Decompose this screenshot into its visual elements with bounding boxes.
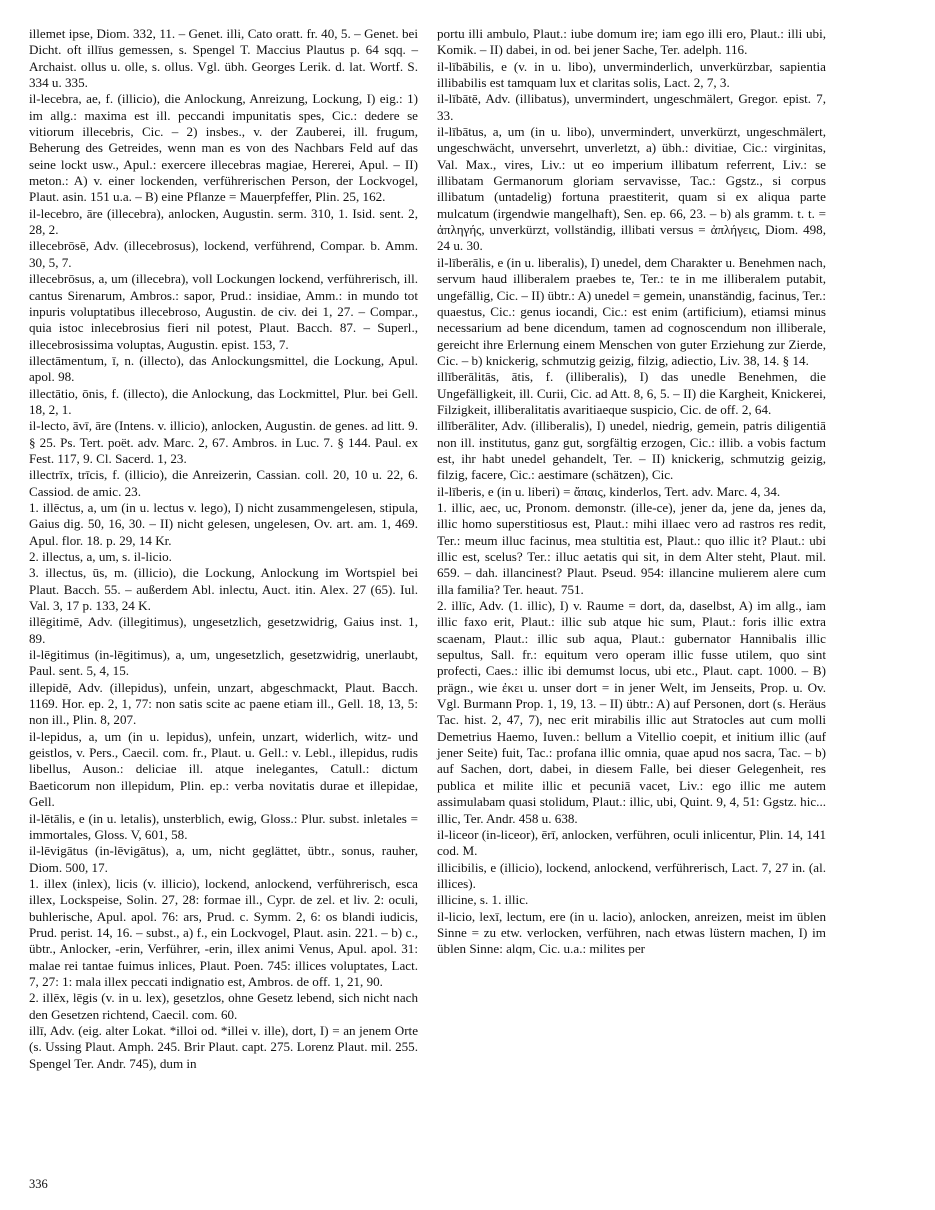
dictionary-entry: il-lībātē, Adv. (illibatus), unvermindert, ungeschmälert, Gregor. epist. 7, 33. xyxy=(437,91,826,123)
dictionary-entry: il-lepidus, a, um (in u. lepidus), unfein, unzart, widerlich, witz- und geistlos, v. Pers., Caecil. com. fr., Plaut. u. Gell.: v. Lebl., illepidus, rudis libellus, Auson.: deliciae ill. atque inelegantes, Catull.: dictum Baeticorum non illepidum, Plin. ep.: verba novitatis durae et illepidae, Gell. xyxy=(29,728,418,810)
dictionary-entry: il-lēgitimus (in-lēgitimus), a, um, ungesetzlich, gesetzwidrig, unerlaubt, Paul. sent. 5, 4, 15. xyxy=(29,647,418,679)
dictionary-entry: 1. illic, aec, uc, Pronom. demonstr. (ille-ce), jener da, jene da, jenes da, illic homo superstitiosus est, Plaut.: mihi illaec vero ad rastros res redit, Ter.: meum illuc facinus, mea stultitia est, Plaut.: quo illic it? Plaut.: ubi illic est, scelus? Ter.: illuc aetatis qui sit, in dem Alter steht, Plaut. mil. 659. – dah. illancinest? Plaut. Pseud. 954: illancine mulierem alere cum illa familia? Ter. heaut. 751. xyxy=(437,499,826,597)
dictionary-entry: illicine, s. 1. illic. xyxy=(437,892,529,908)
dictionary-entry: il-lecto, āvī, āre (Intens. v. illicio), anlocken, Augustin. de genes. ad litt. 9. § 25. Ps. Tert. poët. adv. Marc. 2, 67. Ambros. in Luc. 7. § 144. Paul. ex Fest. 117, 9. Cl. Sacerd. 1, 23. xyxy=(29,418,418,466)
dictionary-entry: portu illi ambulo, Plaut.: iube domum ire; iam ego illi ero, Plaut.: illi ubi, Komik. – II) dabei, in od. bei jener Sache, Ter. adelph. 116. xyxy=(437,26,826,58)
dictionary-entry: il-līberis, e (in u. liberi) = ἄπαις, kinderlos, Tert. adv. Marc. 4, 34. xyxy=(437,483,781,499)
dictionary-entry: 3. illectus, ūs, m. (illicio), die Lockung, Anlockung im Wortspiel bei Plaut. Bacch. 55. – außerdem Abl. inlectu, Auct. itin. Alex. 27 (65). Iul. Val. 3, 17 p. 133, 24 K. xyxy=(29,565,418,614)
dictionary-entry: il-lētālis, e (in u. letalis), unsterblich, ewig, Gloss.: Plur. subst. inletales = immortales, Gloss. V, 601, 58. xyxy=(29,810,418,842)
dictionary-entry: 1. illex (inlex), licis (v. illicio), lockend, anlockend, verführerisch, esca illex, Lockspeise, Solin. 27, 28: formae ill., Cypr. de zel. et liv. 2: oculi, buhlerische, Apul. apol. 76: ars, Prud. c. Symm. 2, 6: os blandi iudicis, Prud. perist. 14, 16. – subst., a) f., ein Lockvogel, Plaut. asin. 221. – b) c., übtr., Anlocker, -erin, Verführer, -erin, illex animi Venus, Apul. apol. 31: malae rei tantae fuimus inlices, Plaut. Poen. 745: illices voluptates, Lact. 7, 27: 1: mala illex peccati indignatio est, Ambros. de off. 1, 21, 90. xyxy=(29,875,418,989)
dictionary-entry: illīberālitās, ātis, f. (illiberalis), I) das unedle Benehmen, die Ungefälligkeit, ill. Curii, Cic. ad Att. 8, 6, 5. – II) die Kargheit, Knickerei, Filzigkeit, illiberalitatis avaritiaeque suspicio, Cic. de off. 2, 64. xyxy=(437,369,826,417)
dictionary-entry: il-lecebra, ae, f. (illicio), die Anlockung, Anreizung, Lockung, I) eig.: 1) im allg.: maxima est ill. peccandi impunitatis spes, Cic.: dedere se vitiorum illecebris, Cic. – 2) insbes., v. der Zauberei, ill. frugum, Beherung des Getreides, wenn man es von des Nachbars Feld auf das seine lockt usw., Apul.: exercere illecebras magiae, Hererei, Apul. – II) meton.: A) v. einer lockenden, verführerischen Person, der Lockvogel, Plaut. asin. 151 u.a. – B) eine Pflanze = Mauerpfeffer, Plin. 25, 162. xyxy=(29,91,418,205)
dictionary-entry: illicibilis, e (illicio), lockend, anlockend, verführerisch, Lact. 7, 27 in. (al. illices). xyxy=(437,859,826,891)
dictionary-entry: illī, Adv. (eig. alter Lokat. *illoi od. *illei v. ille), dort, I) = an jenem Orte (s. Ussing Plaut. Amph. 245. Brir Plaut. capt. 275. Lorenz Plaut. mil. 255. Spengel Ter. Andr. 745), dum in xyxy=(29,1022,418,1071)
dictionary-entry: il-licio, lexī, lectum, ere (in u. lacio), anlocken, anreizen, meist im üblen Sinne = zu etw. verlocken, verführen, nach etwas lüstern machen, I) im üblen Sinne: alqm, Cic. u.a.: milites per xyxy=(437,908,826,957)
dictionary-entry: illīberāliter, Adv. (illiberalis), I) unedel, niedrig, gemein, patris diligentiā non ill. institutus, ganz gut, sorgfältig erzogen, Cic.: illib. a vobis factum est, ihr habt unedel gehandelt, Ter. – II) knickerig, schmutzig geizig, filzig, facere, Cic.: aestimare (schätzen), Cic. xyxy=(437,418,826,483)
dictionary-entry: 1. illēctus, a, um (in u. lectus v. lego), I) nicht zusammengelesen, stipula, Gaius dig. 50, 16, 30. – II) nicht gelesen, ungelesen, Ov. art. am. 1, 469. Apul. flor. 18. p. 29, 14 Kr. xyxy=(29,499,418,548)
dictionary-entry: illecebrōsē, Adv. (illecebrosus), lockend, verführend, Compar. b. Amm. 30, 5, 7. xyxy=(29,238,418,270)
dictionary-entry: 2. illēx, lēgis (v. in u. lex), gesetzlos, ohne Gesetz lebend, sich nicht nach den Gesetzen richtend, Caecil. com. 60. xyxy=(29,990,418,1022)
dictionary-entry: il-līberālis, e (in u. liberalis), I) unedel, dem Charakter u. Benehmen nach, servum haud illiberalem praebes te, Ter.: te in me illiberalem putabit, ungefällig, Cic. – II) übtr.: A) unedel = gemein, unanständig, facinus, Ter.: quaestus, Cic.: genus iocandi, Cic.: est enim (artificium), etiamsi minus necessarium ad bene dicendum, tamen ad cognoscendum non illiberale, gereicht ihre Erlernung einem Menschen von guter Erziehung zur Zierde, Cic. – b) knickerig, schmutzig geizig, filzig, adiectio, Liv. 38, 14. § 14. xyxy=(437,254,826,368)
dictionary-entry: il-lecebro, āre (illecebra), anlocken, Augustin. serm. 310, 1. Isid. sent. 2, 28, 2. xyxy=(29,205,418,238)
dictionary-entry: illecebrōsus, a, um (illecebra), voll Lockungen lockend, verführerisch, ill. cantus Sirenarum, Ambros.: sapor, Prud.: insidiae, Amm.: in mundo tot inpuris voluptatibus illecebroso, Augustin. de civ. dei 1, 27. – Compar., quia istoc inlecebrosius fieri nil potest, Plaut. Bacch. 87. – Superl., illecebrosissima voluptas, Augustin. epist. 153, 7. xyxy=(29,271,418,352)
page-number: 336 xyxy=(29,1177,48,1191)
dictionary-entry: illectātio, ōnis, f. (illecto), die Anlockung, das Lockmittel, Plur. bei Gell. 18, 2, 1. xyxy=(29,385,418,417)
right-column xyxy=(437,26,826,958)
dictionary-entry: illectāmentum, ī, n. (illecto), das Anlockungsmittel, die Lockung, Apul. apol. 98. xyxy=(29,352,418,385)
dictionary-entry: 2. illectus, a, um, s. il-licio. xyxy=(29,549,172,564)
dictionary-entry: illectrīx, trīcis, f. (illicio), die Anreizerin, Cassian. coll. 20, 10 u. 22, 6. Cassiod. de amic. 23. xyxy=(29,467,418,499)
dictionary-entry: illepidē, Adv. (illepidus), unfein, unzart, abgeschmackt, Plaut. Bacch. 1169. Hor. ep. 2, 1, 77: non satis scite ac paene etiam ill., Gell. 18, 13, 5: non ill., Plin. 8, 207. xyxy=(29,679,418,728)
dictionary-entry: illemet ipse, Diom. 332, 11. – Genet. illi, Cato oratt. fr. 40, 5. – Genet. bei Dicht. oft illīus gemessen, s. Spengel T. Maccius Plautus p. 64 sqq. – Archaist. ollus u. olle, s. ollus. Vgl. übh. Georges Lerik. d. lat. Wortf. S. 334 u. 335. xyxy=(29,26,418,91)
dictionary-entry: il-lēvigātus (in-lēvigātus), a, um, nicht geglättet, übtr., sonus, rauher, Diom. 500, 17. xyxy=(29,843,418,875)
dictionary-entry: il-lībābilis, e (v. in u. libo), unverminderlich, unverkürzbar, sapientia illibabilis est tamquam lux et claritas solis, Lact. 2, 7, 3. xyxy=(437,58,826,91)
left-column xyxy=(29,26,418,1072)
dictionary-entry: illēgitimē, Adv. (illegitimus), ungesetzlich, gesetzwidrig, Gaius inst. 1, 89. xyxy=(29,614,418,646)
dictionary-entry: 2. illīc, Adv. (1. illic), I) v. Raume = dort, da, daselbst, A) im allg., iam illic faxo erit, Plaut.: illic sub atque hic sum, Plaut.: foris illic extra scaenam, Plaut.: illic sub aqua, Plaut.: gubernator Hannibalis illic sepultus, Sall. fr.: equitum vero operam illic fusse utilem, quo sint profecti, Caes.: illic ibi demumst locus, ubi etc., Plaut. capt. 1000. – B) prägn., wie ἐκει u. unser dort = in jener Welt, im Jenseits, Prop. u. Ov. Vgl. Burmann Prop. 1, 19, 13. – II) übtr.: A) auf Personen, dort (s. Heräus Tac. hist. 2, 47, 7), nec erit mirabilis illic aut Stratocles aut cum molli Demetrius Haemo, Iuven.: bellum a Vitellio coepit, et initium illic (auf jener Seite) fuit, Tac.: profana illic omnia, quae apud nos sacra, Tac. – b) auf Sachen, dort, dabei, in diesem Falle, bei dieser Gelegenheit, res publica et milite illic et pecuniā vacet, Liv.: ego illic me autem assimulabam quasi stolidum, Plaut.: illic, ubi, Quint. 9, 4, 51: Ggstz. hic... illic, Ter. Andr. 458 u. 638. xyxy=(437,598,826,826)
dictionary-entry: il-liceor (in-liceor), ērī, anlocken, verführen, oculi inlicentur, Plin. 14, 141 cod. M. xyxy=(437,826,826,859)
dictionary-entry: il-lībātus, a, um (in u. libo), unvermindert, unverkürzt, ungeschmälert, ungeschwächt, unversehrt, unverletzt, a) übh.: divitiae, Cic.: virginitas, Val. Max., vires, Liv.: ut eo imperium illibatum referrent, Liv.: se illibatam Germanorum gloriam servavisse, Tac.: Ggstz., si corpus illibatum (untadelig) fortuna praestiterit, quam si ex aliqua parte mulcatum (irgendwie mangelhaft), Sen. ep. 66, 23. – b) als gramm. t. t. = ἀπληγής, unverkürzt, vollständig, illibati versus = ἀπλήγεις, Diom. 498, 24 u. 30. xyxy=(437,124,826,254)
